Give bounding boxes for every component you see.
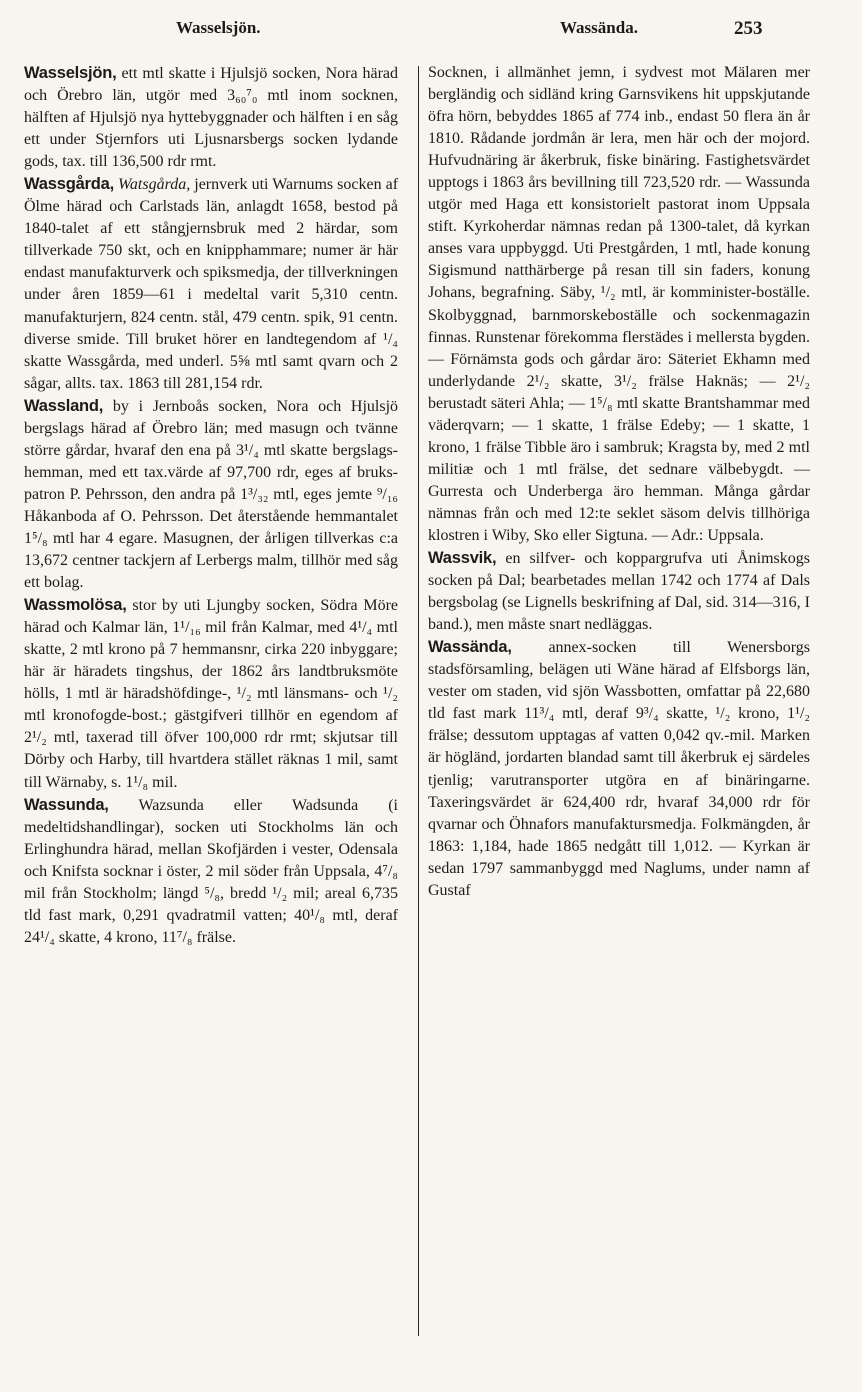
entry-headword: Wasselsjön, [24,64,117,82]
entry-text: jernverk uti Warnums socken af Ölme härad och Carlstads län, anlagdt 1658, bestod på 1840-talet af ett stångjernsbruk med 2 härdar, som tillverkade 750 skt, och en knipphammare; numer är här endast manufakturverk och spiksmedja, der tillverkningen under åren 1859—61 i medeltal varit 5,310 centn. manufakturjern, 824 centn. stål, 479 centn. spik, 91 centn. diverse smide. Till bruket hörer en landtegendom af ¹/₄ skatte Wassgårda, med underl. 5⅝ mtl samt qvarn och 2 sågar, allts. tax. 1863 till 281,154 rdr. [24,176,399,392]
entry-wasselsjon [24,62,398,173]
left-column [24,62,398,949]
entry-headword: Wassända, [428,638,512,657]
running-head-left: Wasselsjön. [176,18,261,37]
entry-wassunda [24,794,398,949]
entry-text: en silfver- och koppargrufva uti Ånimskogs socken på Dal; bearbetades mellan 1742 och 1774 af Dals bergsbolag (se Lignells beskrifning af Dal, sid. 314—316, I band.), men måste snart nedläggas. [428,550,810,634]
entry-headword: Wassgårda, [24,175,115,194]
page-number: 253 [734,18,763,39]
entry-italic-name: Watsgårda, [118,176,191,194]
right-column [428,62,810,902]
entry-headword: Wassmolösa, [24,596,127,615]
entry-text: by i Jernboås socken, Nora och Hjulsjö bergslags härad af Örebro län; med masugn och tvänne större gårdar, hvaraf den ena på 3¹/₄ mtl skatte bergslags-hemman, med ett tax.värde af 97,700 rdr, eges af bruks-patron P. Pehrsson, den andra på 1³/₃₂ mtl, eges jemte ⁹/₁₆ Håkanboda af O. Pehrsson. Det återstående hemmantalet 1⁵/₈ mtl har 4 egare. Masugnen, der årligen tillverkas c:a 13,672 centner tackjern af Lerbergs malm, tillhör med såg ett bolag. [24,397,399,592]
entry-text: Wazsunda eller Wadsunda (i medeltidshandlingar), socken uti Stockholms län och Erlinghundra härad, mellan Skofjärden i vester, Odensala och Knifsta socknar i öster, 2 mil söder från Uppsala, 4⁷/₈ mil från Stockholm; längd ⁵/₈, bredd ¹/₂ mil; areal 6,735 tld fast mark, 0,291 qvadratmil vatten; 40¹/₈ mtl, deraf 24¹/₄ skatte, 4 krono, 11⁷/₈ frälse. [24,796,398,946]
page-header [0,18,862,48]
entry-wassvik [428,547,810,636]
entry-text: stor by uti Ljungby socken, Södra Möre härad och Kalmar län, 1¹/₁₆ mil från Kalmar, med 4¹/₄ mtl skatte, 2 mtl krono på 7 hemmansnr, cirka 220 inbyggare; här är häradets tingshus, der 1862 års landtbruksmöte hölls, 1 mtl är häradshöfdinge-, ¹/₂ mtl länsmans- och ¹/₂ mtl kronofogde-bost.; gästgifveri tillhör en egendom af 2¹/₂ mtl, taxerad till öfver 100,000 rdr rmt; skjutsar till Dörby och Harby, till hvartdera stället räknas 1 mil, samt till Wärnaby, s. 1¹/₈ mil. [24,597,398,791]
entry-wassgarda [24,173,398,394]
entry-wassanda [428,636,810,902]
entry-wassunda-continued [428,62,810,547]
entry-text: annex-socken till Wenersborgs stadsförsamling, belägen uti Wäne härad af Elfsborgs län, vester om staden, vid sjön Wassbotten, omfattar på 22,680 tld fast mark 11³/₄ mtl, deraf 9³/₄ skatte, ¹/₂ krono, 1¹/₂ frälse; dessutom upptagas af vatten 0,042 qv.-mil. Marken är högländ, jordarten blandad samt till åkerbruk ej särdeles tjenlig; varutransporter utgöra en af binäringarne. Taxeringsvärdet är 624,400 rdr, hvaraf 34,000 rdr för qvarnar och Öhnafors manufaktursmedja. Folkmängden, år 1863: 1,184, hade 1865 nedgått till 1,012. — Kyrkan är sedan 1797 sammanbyggd med Naglums, under namn af Gustaf [428,639,811,899]
entry-wassland [24,395,398,594]
running-head-right: Wassända. [560,18,638,37]
entry-text: ett mtl skatte i Hjulsjö socken, Nora härad och Örebro län, utgör med 3₆₀⁷₀ mtl inom socknen, hälften af Hjulsjö nya hyttebyggnader och hälften i en såg ett under Stjernfors uti Ljusnarsbergs socken lydande gods, tax. till 136,500 rdr rmt. [24,65,399,171]
entry-headword: Wassland, [24,396,104,415]
entry-wassmolosa [24,594,398,793]
entry-text: Socknen, i allmänhet jemn, i sydvest mot Mälaren mer bergländig och sidländ kring Garnsvikens hit uppskjutande öfra hörn, bebyddes 1865 af 774 inb., endast 50 flera än år 1810. Rådande jordmån är lera, men här och der mojord. Hufvudnäring är åkerbruk, fiske binäring. Fastighetsvärdet upptogs i 1863 års bevillning till 723,520 rdr. — Wassunda utgör med Haga ett konsistorielt pastorat inom Uppsala stift. Kyrkoherdar nämnas redan på 1300-talet, då kyrkan anses vara uppbyggd. Uti Prestgården, 1 mtl, hade konung Sigismund natthärberge på resan till sin faders, konung Johans, begrafning. Säby, ¹/₂ mtl, är komminister-boställe. Skolbyggnad, barnmorskeboställe och sockenmagazin finnas. Runstenar förekomma flerstädes i mellersta bygden. — Förnämsta gods och gårdar äro: Säteriet Ekhamn med underlydande 2¹/₂ skatte, 3¹/₂ frälse Haknäs; — 2¹/₂ berustadt säteri Ahla; — 1⁵/₈ mtl skatte Brantshammar med väderqvarn; — 1 skatte, 1 frälse Edeby; — 1 skatte, 1 krono, 1 frälse Tibble äro i sambruk; Kragsta by, med 2 mtl militiæ och 1 mtl frälse, det sednare välbebygdt. — Gurresta och Underberga äro hemman. Många gårdar nämnas från och med 12:te seklet säsom delvis tillhöriga klostren i Wiby, Sko eller Sigtuna. — Adr.: Uppsala. [428,64,810,544]
entry-headword: Wassunda, [24,795,109,814]
column-divider [418,66,419,1336]
entry-headword: Wassvik, [428,549,497,568]
